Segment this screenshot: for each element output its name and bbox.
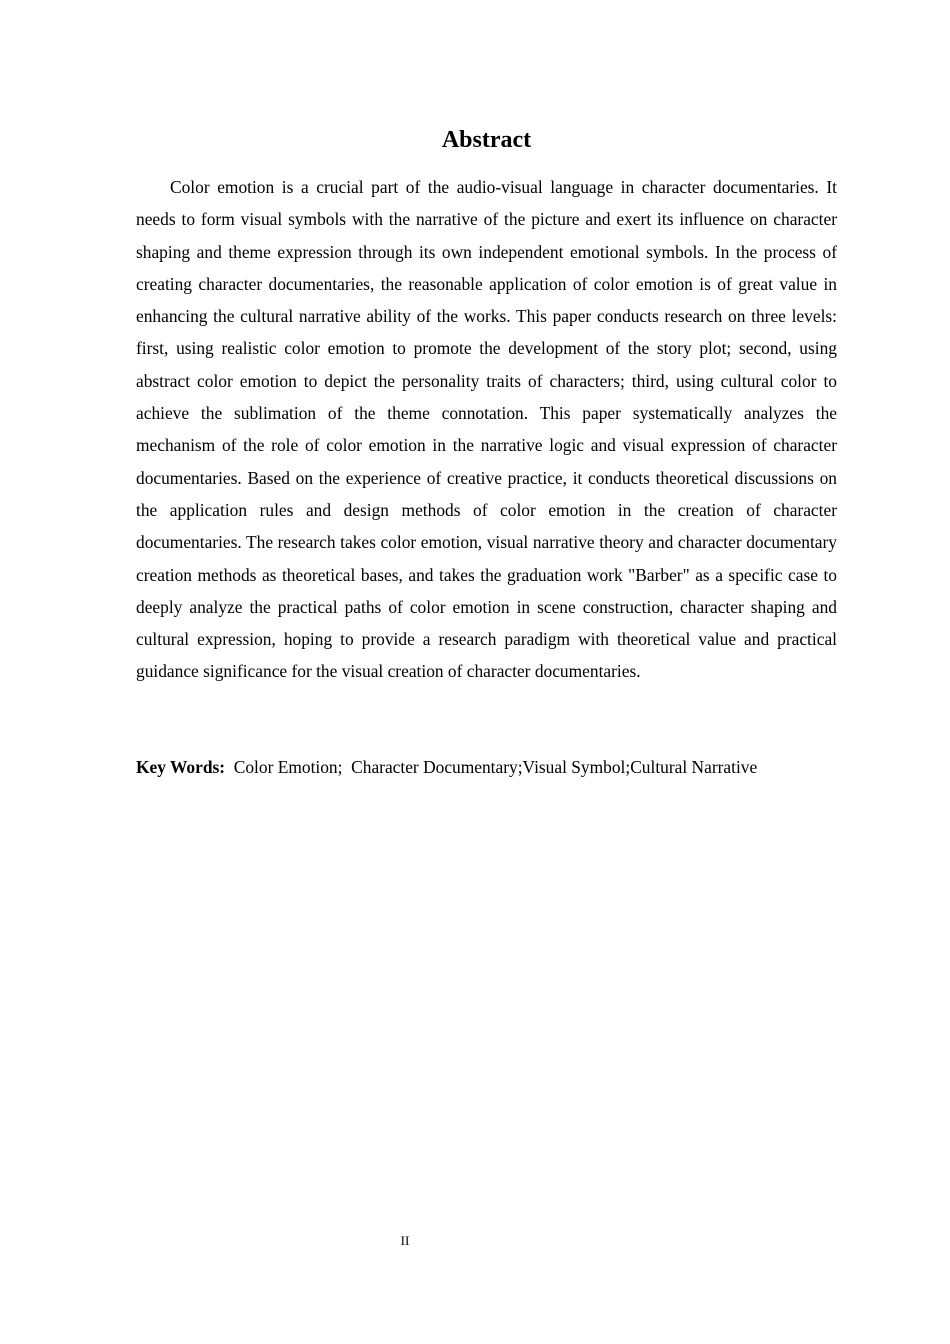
keywords-label: Key Words: <box>136 757 226 777</box>
abstract-paragraph: Color emotion is a crucial part of the audio-visual language in character documentaries. It needs to form visual symbols with the narrative of the picture and exert its influence on character shaping and theme expression through its own independent emotional symbols. In the process of creating character documentaries, the reasonable application of color emotion is of great value in enhancing the cultural narrative ability of the works. This paper conducts research on three levels: first, using realistic color emotion to promote the development of the story plot; second, using abstract color emotion to depict the personality traits of characters; third, using cultural color to achieve the sublimation of the theme connotation. This paper systematically analyzes the mechanism of the role of color emotion in the narrative logic and visual expression of character documentaries. Based on the experience of creative practice, it conducts theoretical discussions on the application rules and design methods of color emotion in the creation of character documentaries. The research takes color emotion, visual narrative theory and character documentary creation methods as theoretical bases, and takes the graduation work "Barber" as a specific case to deeply analyze the practical paths of color emotion in scene construction, character shaping and cultural expression, hoping to provide a research paradigm with theoretical value and practical guidance significance for the visual creation of character documentaries. <box>136 177 837 682</box>
page-number: II <box>400 1233 410 1248</box>
page-title: Abstract <box>441 127 532 153</box>
keywords-text: Color Emotion; Character Documentary;Visual Symbol;Cultural Narrative <box>225 757 758 777</box>
keywords-line <box>136 751 856 783</box>
